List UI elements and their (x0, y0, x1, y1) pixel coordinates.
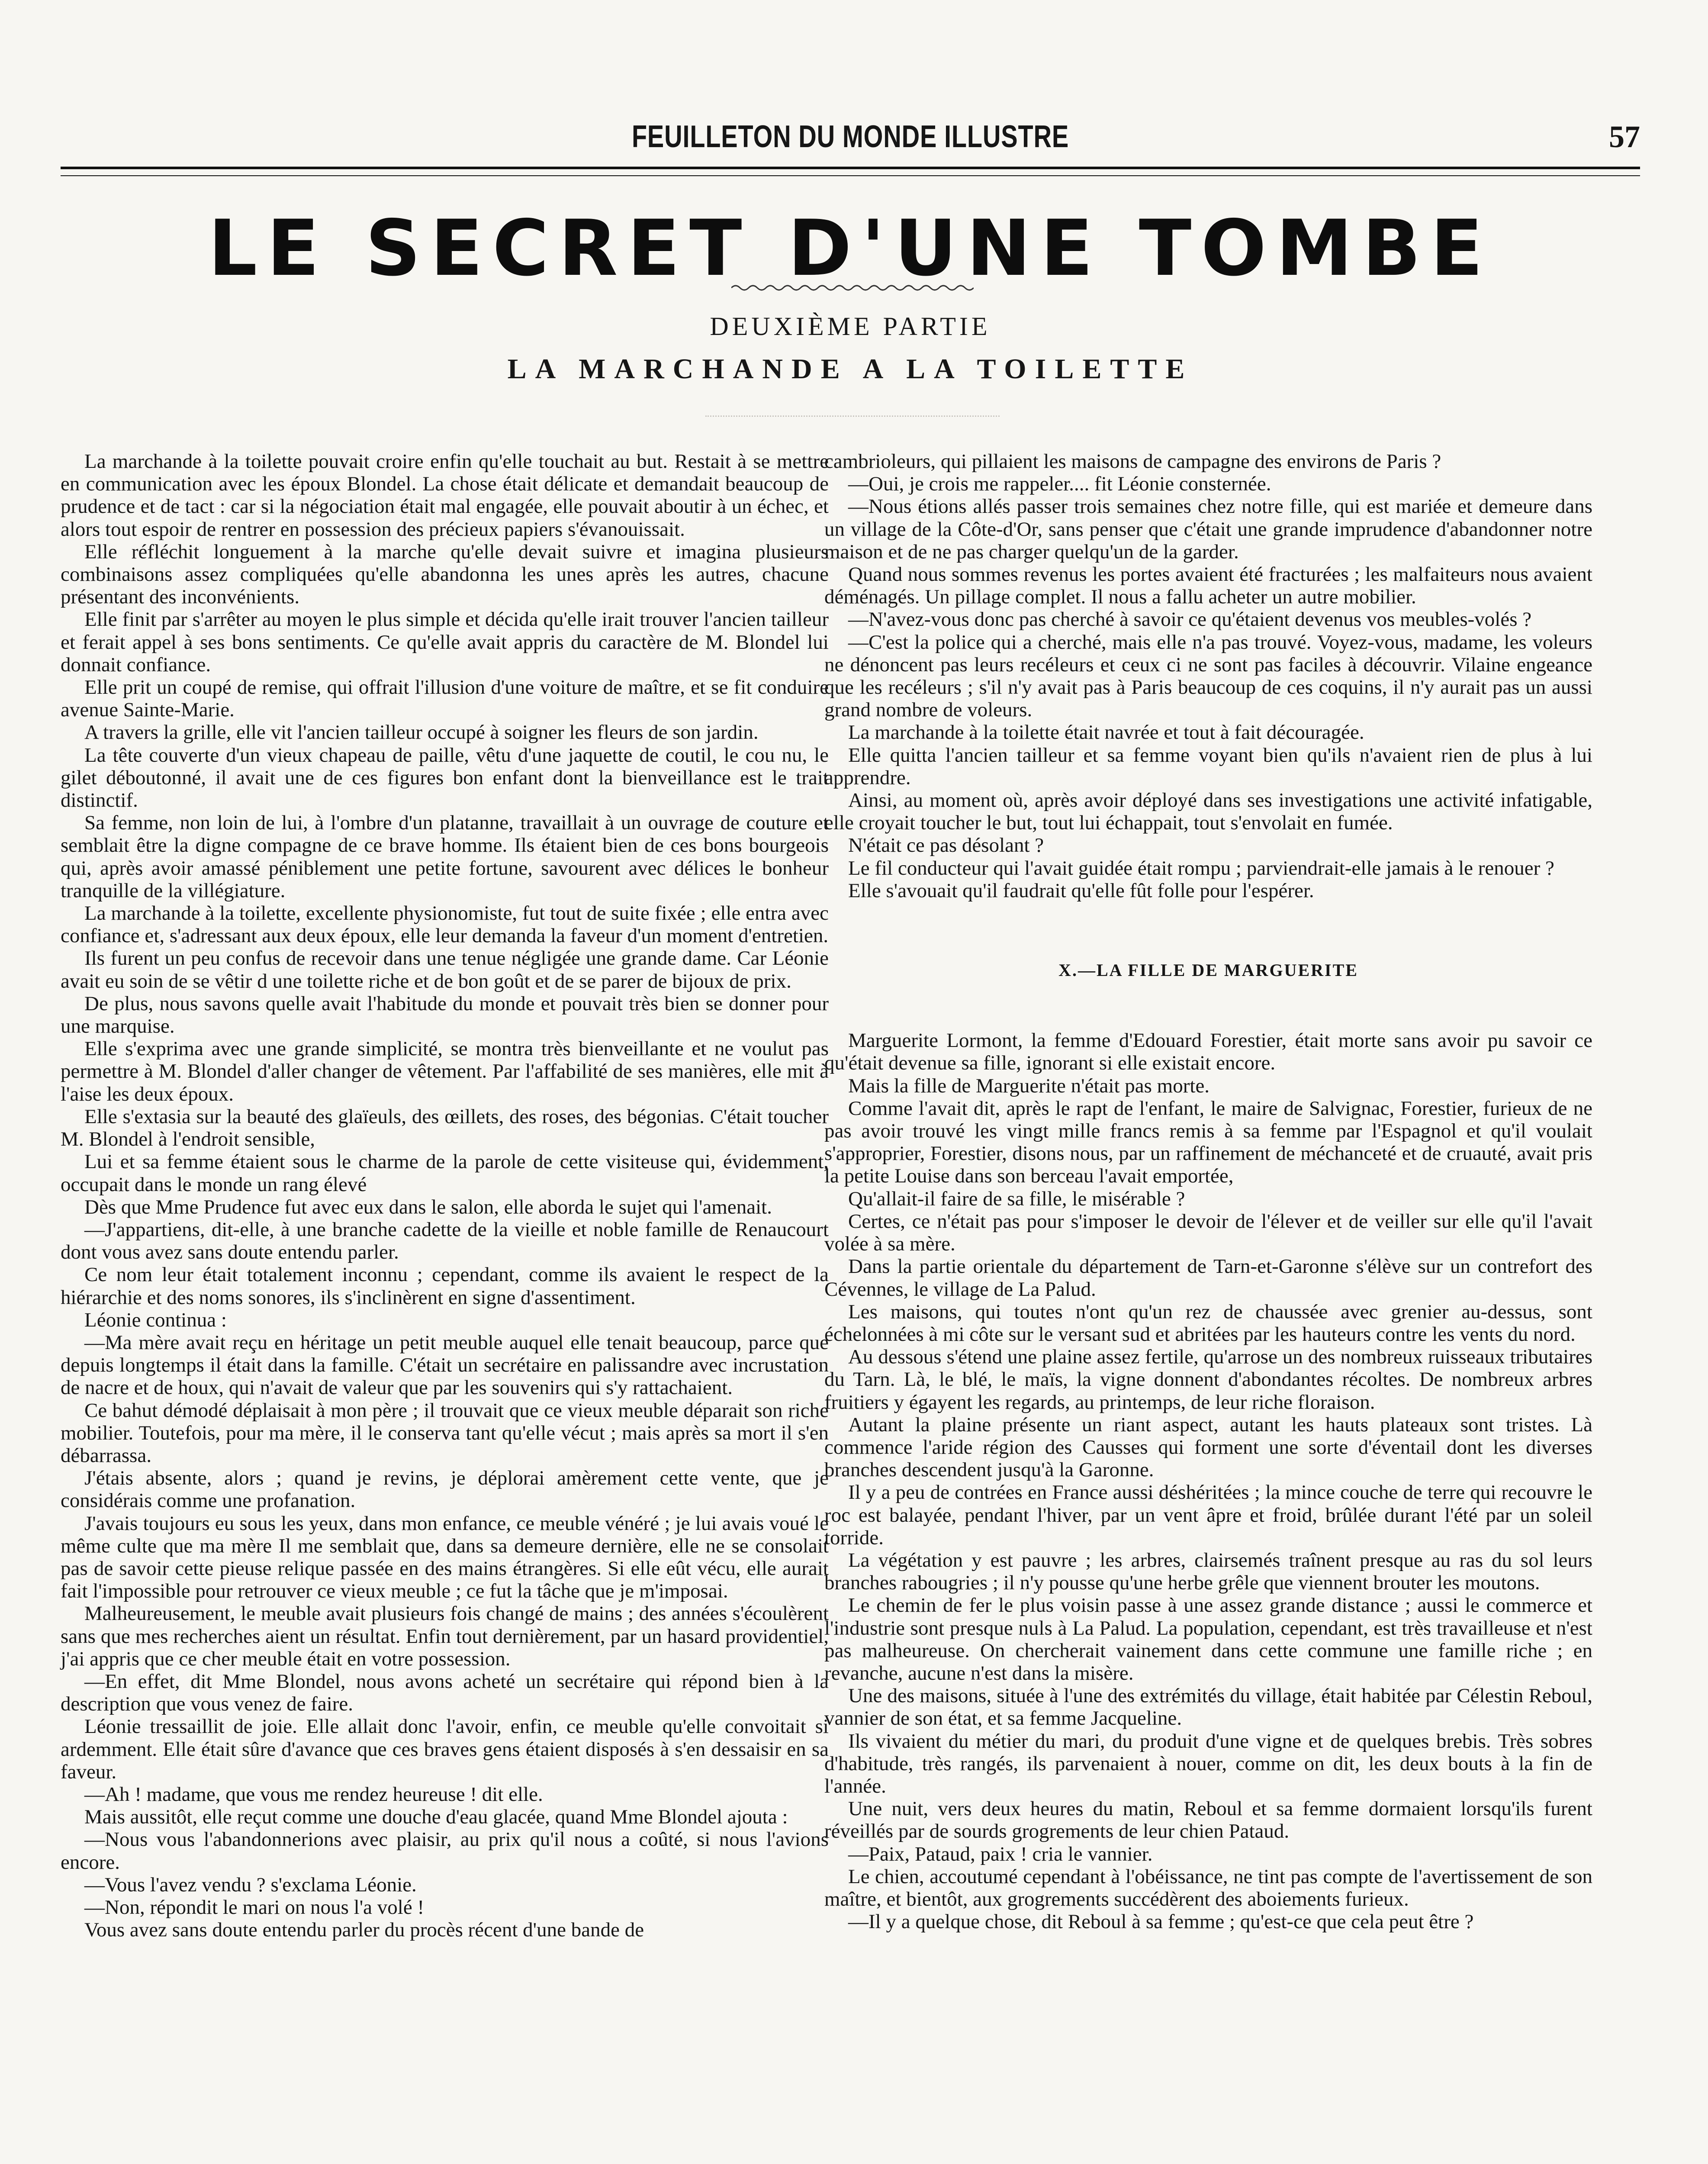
running-header (61, 119, 1640, 167)
paragraph: Marguerite Lormont, la femme d'Edouard Forestier, était morte sans avoir pu savoir ce qu'était devenue sa fille, ignorant si elle existait encore. (824, 1029, 1592, 1075)
right-column-continuation (824, 450, 1592, 902)
paragraph: La marchande à la toilette était navrée et tout à fait découragée. (848, 721, 1364, 744)
paragraph: Qu'allait-il faire de sa fille, le misérable ? (848, 1187, 1185, 1210)
paragraph: cambrioleurs, qui pillaient les maisons de campagne des environs de Paris ? (824, 450, 1441, 473)
paragraph: Dès que Mme Prudence fut avec eux dans le salon, elle aborda le sujet qui l'amenait. (84, 1195, 772, 1218)
paragraph: —Ma mère avait reçu en héritage un petit meuble auquel elle tenait beaucoup, parce que depuis longtemps il était dans la famille. C'était un secrétaire en palissandre avec incrustation de nacre et de houx, qui n'avait de valeur que par les souvenirs qui s'y rattachaient. (61, 1331, 829, 1399)
paragraph: J'étais absente, alors ; quand je revins, je déplorai amèrement cette vente, que je considérais comme une profanation. (61, 1467, 829, 1512)
paragraph: Ce nom leur était totalement inconnu ; cependant, comme ils avaient le respect de la hiérarchie et des noms sonores, ils s'inclinèrent en signe d'assentiment. (61, 1263, 829, 1309)
paragraph: Une des maisons, située à l'une des extrémités du village, était habitée par Célestin Reboul, vannier de son état, et sa femme Jacqueline. (824, 1684, 1592, 1730)
title-ornament (731, 281, 974, 294)
paragraph: Il y a peu de contrées en France aussi déshéritées ; la mince couche de terre qui recouvre le roc est balayée, pendant l'hiver, par un vent âpre et froid, brûlée durant l'été par un soleil torride. (824, 1481, 1592, 1549)
paragraph: —Nous vous l'abandonnerions avec plaisir, au prix qu'il nous a coûté, si nous l'avions encore. (61, 1828, 829, 1874)
paragraph: —N'avez-vous donc pas cherché à savoir ce qu'étaient devenus vos meubles-volés ? (848, 608, 1532, 631)
paragraph: Les maisons, qui toutes n'ont qu'un rez de chaussée avec grenier au-dessus, sont échelonnées à mi côte sur le versant sud et abritées par les hauteurs contre les vents du nord. (824, 1300, 1592, 1346)
right-column (824, 450, 1592, 1933)
paragraph: De plus, nous savons quelle avait l'habitude du monde et pouvait très bien se donner pour une marquise. (61, 992, 829, 1038)
paragraph: Une nuit, vers deux heures du matin, Reboul et sa femme dormaient lorsqu'ils furent réveillés par de sourds grogrements de leur chien Pataud. (824, 1797, 1592, 1843)
paragraph: La tête couverte d'un vieux chapeau de paille, vêtu d'une jaquette de coutil, le cou nu, le gilet déboutonné, il avait une de ces figures bon enfant dont la bienveillance est le trait distinctif. (61, 744, 829, 812)
paragraph: Certes, ce n'était pas pour s'imposer le devoir de l'élever et de veiller sur elle qu'il l'avait volée à sa mère. (824, 1210, 1592, 1256)
paragraph: —J'appartiens, dit-elle, à une branche cadette de la vieille et noble famille de Renaucourt dont vous avez sans doute entendu parler. (61, 1218, 829, 1264)
chapter-divider (705, 415, 1000, 417)
paragraph: —Vous l'avez vendu ? s'exclama Léonie. (84, 1873, 417, 1896)
paragraph: Mais aussitôt, elle reçut comme une douche d'eau glacée, quand Mme Blondel ajouta : (84, 1806, 788, 1829)
left-column (61, 450, 829, 1941)
paragraph: Vous avez sans doute entendu parler du procès récent d'une bande de (84, 1919, 644, 1942)
paragraph: Elle finit par s'arrêter au moyen le plus simple et décida qu'elle irait trouver l'ancien tailleur et ferait appel à ses bons sentiments. Ce qu'elle avait appris du caractère de M. Blondel lui donnait confiance. (61, 608, 829, 676)
paragraph: Lui et sa femme étaient sous le charme de la parole de cette visiteuse qui, évidemment, occupait dans le monde un rang élevé (61, 1150, 829, 1196)
right-column-section (824, 1029, 1592, 1933)
paragraph: N'était ce pas désolant ? (848, 834, 1044, 857)
paragraph: Le chien, accoutumé cependant à l'obéissance, ne tint pas compte de l'avertissement de son maître, et bientôt, aux grogrements succédèrent des aboiements furieux. (824, 1865, 1592, 1910)
paragraph: Elle prit un coupé de remise, qui offrait l'illusion d'une voiture de maître, et se fit conduire avenue Sainte-Marie. (61, 676, 829, 721)
paragraph: J'avais toujours eu sous les yeux, dans mon enfance, ce meuble vénéré ; je lui avais voué le même culte que ma mère Il me semblait que, dans sa demeure dernière, elle ne se consolait pas de savoir cette pieuse relique passée en des mains étrangères. Si elle eût vécu, elle aurait fait l'impossible pour retrouver ce vieux meuble ; ce fut la tâche que je m'imposai. (61, 1512, 829, 1603)
paragraph: Sa femme, non loin de lui, à l'ombre d'un platanne, travaillait à un ouvrage de couture et semblait être la digne compagne de ce brave homme. Ils étaient bien de ces bons bourgeois qui, après avoir amassé péniblement une petite fortune, savourent avec délices le bonheur tranquille de la villégiature. (61, 812, 829, 902)
section-heading: X.—LA FILLE DE MARGUERITE (1058, 960, 1358, 980)
paragraph: Au dessous s'étend une plaine assez fertile, qu'arrose un des nombreux ruisseaux tributaires du Tarn. Là, le blé, le maïs, la vigne donnent d'abondantes récoltes. De nombreux arbres fruitiers y égayent les regards, au printemps, de leur riche floraison. (824, 1346, 1592, 1414)
paragraph: Mais la fille de Marguerite n'était pas morte. (848, 1074, 1210, 1097)
running-title: FEUILLETON DU MONDE ILLUSTRE (631, 119, 1069, 154)
paragraph: Ainsi, au moment où, après avoir déployé dans ses investigations une activité infatigable, elle croyait toucher le but, tout lui échappait, tout s'envolait en fumée. (824, 789, 1592, 834)
header-rule (61, 167, 1640, 169)
header-rule-thin (61, 175, 1640, 176)
paragraph: Léonie tressaillit de joie. Elle allait donc l'avoir, enfin, ce meuble qu'elle convoitait si ardemment. Elle était sûre d'avance que ces braves gens étaient disposés à s'en dessaisir en sa faveur. (61, 1715, 829, 1783)
paragraph: Elle réfléchit longuement à la marche qu'elle devait suivre et imagina plusieurs combinaisons assez compliquées qu'elle abandonna les unes après les autres, chacune présentant des inconvénients. (61, 540, 829, 609)
paragraph: Comme l'avait dit, après le rapt de l'enfant, le maire de Salvignac, Forestier, furieux de ne pas avoir trouvé les vingt mille francs remis à sa femme par l'Espagnol et qu'il voulait s'approprier, Forestier, disons nous, par un raffinement de méchanceté et de cruauté, avait pris la petite Louise dans son berceau l'avait emportée, (824, 1097, 1592, 1188)
paragraph: —Paix, Pataud, paix ! cria le vannier. (848, 1842, 1153, 1865)
paragraph: —Oui, je crois me rappeler.... fit Léonie consternée. (848, 473, 1271, 496)
paragraph: Dans la partie orientale du département de Tarn-et-Garonne s'élève sur un contrefort des Cévennes, le village de La Palud. (824, 1255, 1592, 1301)
paragraph: —Il y a quelque chose, dit Reboul à sa femme ; qu'est-ce que cela peut être ? (848, 1910, 1474, 1933)
paragraph: Léonie continua : (84, 1308, 227, 1331)
paragraph: Le fil conducteur qui l'avait guidée était rompu ; parviendrait-elle jamais à le renouer ? (848, 857, 1554, 879)
paragraph: Elle s'extasia sur la beauté des glaïeuls, des œillets, des roses, des bégonias. C'était toucher M. Blondel à l'endroit sensible, (61, 1105, 829, 1151)
paragraph: La marchande à la toilette pouvait croire enfin qu'elle touchait au but. Restait à se mettre en communication avec les époux Blondel. La chose était délicate et demandait beaucoup de prudence et de tact : car si la négociation était mal engagée, elle pouvait aboutir à un échec, et alors tout espoir de rentrer en possession des précieux papiers s'évanouissait. (61, 450, 829, 541)
part-heading: DEUXIÈME PARTIE (710, 312, 991, 341)
paragraph: Malheureusement, le meuble avait plusieurs fois changé de mains ; des années s'écoulèrent sans que mes recherches aient un résultat. Enfin tout dernièrement, par un hasard providentiel, j'ai appris que ce cher meuble était en votre possession. (61, 1602, 829, 1670)
paragraph: Elle s'exprima avec une grande simplicité, se montra très bienveillante et ne voulut pas permettre à M. Blondel d'aller changer de vêtement. Par l'affabilité de ses manières, elle mit à l'aise les deux époux. (61, 1037, 829, 1105)
story-title: LE SECRET D'UNE TOMBE (208, 203, 1492, 293)
paragraph: —Ah ! madame, que vous me rendez heureuse ! dit elle. (84, 1783, 543, 1806)
paragraph: Elle quitta l'ancien tailleur et sa femme voyant bien qu'ils n'avaient rien de plus à lui apprendre. (824, 744, 1592, 789)
paragraph: —Nous étions allés passer trois semaines chez notre fille, qui est mariée et demeure dans un village de la Côte-d'Or, sans penser que c'était une grande imprudence d'abandonner notre maison et de ne pas charger quelqu'un de la garder. (824, 495, 1592, 563)
paragraph: Elle s'avouait qu'il faudrait qu'elle fût folle pour l'espérer. (848, 879, 1314, 902)
paragraph: Ils vivaient du métier du mari, du produit d'une vigne et de quelques brebis. Très sobres d'habitude, très rangés, ils parvenaient à nouer, comme on dit, les deux bouts à la fin de l'année. (824, 1729, 1592, 1797)
paragraph: La végétation y est pauvre ; les arbres, clairsemés traînent presque au ras du sol leurs branches rabougries ; il n'y pousse qu'une herbe grêle que viennent brouter les moutons. (824, 1549, 1592, 1594)
page-number: 57 (1609, 119, 1640, 154)
paragraph: La marchande à la toilette, excellente physionomiste, fut tout de suite fixée ; elle entra avec confiance et, s'adressant aux deux époux, elle leur demanda la faveur d'un moment d'entretien. (61, 902, 829, 947)
paragraph: Ce bahut démodé déplaisait à mon père ; il trouvait que ce vieux meuble déparait son riche mobilier. Toutefois, pour ma mère, il le conserva tant qu'elle vécut ; mais après sa mort il s'en débarrassa. (61, 1399, 829, 1467)
paragraph: Quand nous sommes revenus les portes avaient été fracturées ; les malfaiteurs nous avaient déménagés. Un pillage complet. Il nous a fallu acheter un autre mobilier. (824, 563, 1592, 609)
paragraph: —Non, répondit le mari on nous l'a volé ! (84, 1896, 425, 1919)
chapter-title: LA MARCHANDE A LA TOILETTE (507, 353, 1193, 385)
paragraph: A travers la grille, elle vit l'ancien tailleur occupé à soigner les fleurs de son jardin. (84, 721, 759, 744)
paragraph: Ils furent un peu confus de recevoir dans une tenue négligée une grande dame. Car Léonie avait eu soin de se vêtir d une toilette riche et de bon goût et de se parer de bijoux de prix. (61, 947, 829, 992)
paragraph: Le chemin de fer le plus voisin passe à une assez grande distance ; aussi le commerce et l'industrie sont presque nuls à La Palud. La population, cependant, est très travailleuse et n'est pas malheureuse. On chercherait vainement dans cette commune une famille riche ; en revanche, aucune n'est dans la misère. (824, 1594, 1592, 1684)
paragraph: Autant la plaine présente un riant aspect, autant les hauts plateaux sont tristes. Là commence l'aride région des Causses qui forment une sorte d'éventail dont les diverses branches descendent jusqu'à la Garonne. (824, 1413, 1592, 1481)
paragraph: —C'est la police qui a cherché, mais elle n'a pas trouvé. Voyez-vous, madame, les voleurs ne dénoncent pas leurs recéleurs et ceux ci ne sont pas faciles à découvrir. Vilaine engeance que les recéleurs ; s'il n'y avait pas à Paris beaucoup de ces coquins, il n'y aurait pas un aussi grand nombre de voleurs. (824, 631, 1592, 721)
paragraph: —En effet, dit Mme Blondel, nous avons acheté un secrétaire qui répond bien à la description que vous venez de faire. (61, 1670, 829, 1716)
